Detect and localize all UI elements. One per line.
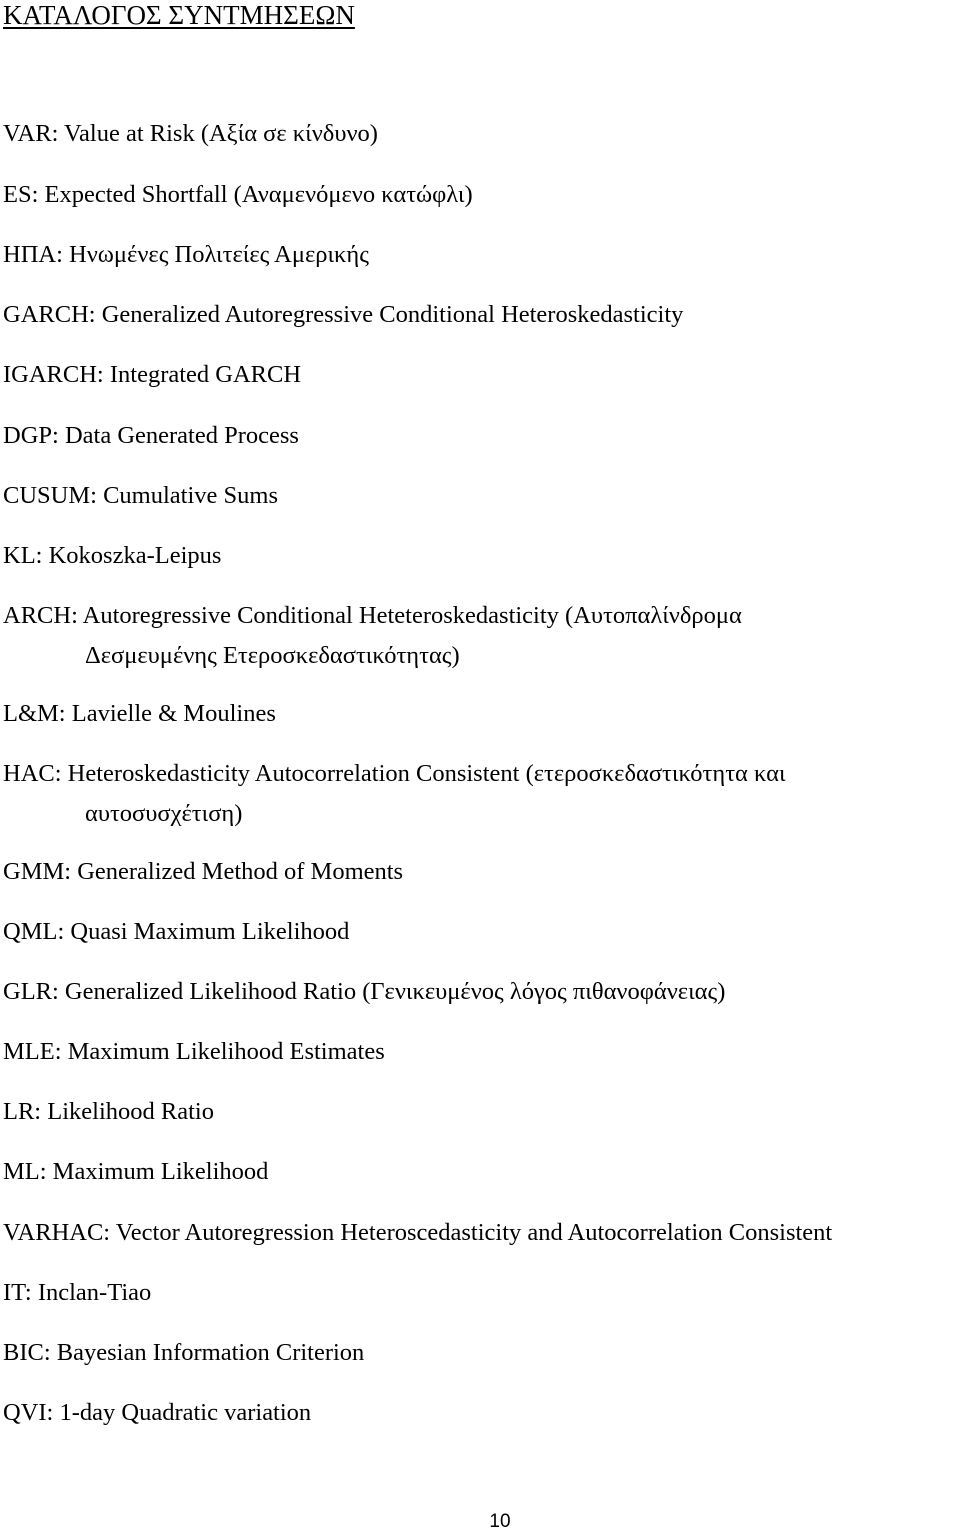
page-title: ΚΑΤΑΛΟΓΟΣ ΣΥΝΤΜΗΣΕΩΝ	[3, 0, 355, 30]
entry-text: QML: Quasi Maximum Likelihood	[3, 918, 350, 945]
entry-text: CUSUM: Cumulative Sums	[3, 482, 278, 509]
abbreviation-entry-kl	[3, 541, 221, 571]
entry-text: LR: Likelihood Ratio	[3, 1098, 214, 1125]
entry-text: IT: Inclan-Tiao	[3, 1279, 152, 1306]
abbreviation-entry-igarch	[3, 360, 301, 390]
abbreviation-entry-mle	[3, 1037, 385, 1067]
entry-text: HAC: Heteroskedasticity Autocorrelation Consistent (ετεροσκεδαστικότητα και	[3, 760, 786, 787]
entry-text: GARCH: Generalized Autoregressive Conditional Heteroskedasticity	[3, 301, 684, 328]
abbreviation-entry-ml	[3, 1157, 268, 1187]
entry-text: KL: Kokoszka-Leipus	[3, 542, 222, 569]
entry-text: ARCH: Autoregressive Conditional Heteteroskedasticity (Αυτοπαλίνδρομα	[3, 602, 742, 629]
entry-text: DGP: Data Generated Process	[3, 422, 299, 449]
abbreviation-entry-cusum	[3, 481, 278, 511]
abbreviation-entry-garch	[3, 300, 683, 330]
abbreviation-entry-hpa	[3, 240, 369, 270]
abbreviation-entry-var	[3, 119, 378, 149]
abbreviation-entry-lr	[3, 1097, 214, 1127]
entry-text: ML: Maximum Likelihood	[3, 1158, 269, 1185]
abbreviation-entry-hac	[3, 759, 786, 829]
abbreviation-entry-arch	[3, 601, 742, 671]
abbreviation-entry-qml	[3, 917, 349, 947]
entry-text: QVI: 1-day Quadratic variation	[3, 1399, 312, 1426]
entry-text: ΗΠΑ: Ηνωμένες Πολιτείες Αμερικής	[3, 241, 369, 268]
abbreviation-entry-gmm	[3, 857, 403, 887]
entry-text: ES: Expected Shortfall (Αναμενόμενο κατώφλι)	[3, 181, 473, 208]
abbreviation-entry-varhac	[3, 1218, 832, 1248]
page-number: 10	[489, 1511, 511, 1532]
entry-text: IGARCH: Integrated GARCH	[3, 361, 302, 388]
abbreviation-entry-dgp	[3, 421, 299, 451]
abbreviation-entry-qvi	[3, 1398, 311, 1428]
entry-text: MLE: Maximum Likelihood Estimates	[3, 1038, 385, 1065]
entry-text: BIC: Bayesian Information Criterion	[3, 1339, 365, 1366]
abbreviation-entry-lm	[3, 699, 276, 729]
entry-continuation: Δεσμευμένης Ετεροσκεδαστικότητας)	[85, 642, 460, 669]
entry-text: GLR: Generalized Likelihood Ratio (Γενικευμένος λόγος πιθανοφάνειας)	[3, 978, 726, 1005]
entry-continuation: αυτοσυσχέτιση)	[85, 800, 243, 827]
entry-text: L&M: Lavielle & Moulines	[3, 700, 276, 727]
entry-text: GMM: Generalized Method of Moments	[3, 858, 404, 885]
abbreviation-entry-glr	[3, 977, 725, 1007]
entry-text: VARHAC: Vector Autoregression Heteroscedasticity and Autocorrelation Consistent	[3, 1219, 833, 1246]
abbreviation-entry-es	[3, 180, 473, 210]
entry-text: VAR: Value at Risk (Αξία σε κίνδυνο)	[3, 120, 378, 147]
abbreviation-entry-it	[3, 1278, 151, 1308]
abbreviation-entry-bic	[3, 1338, 364, 1368]
